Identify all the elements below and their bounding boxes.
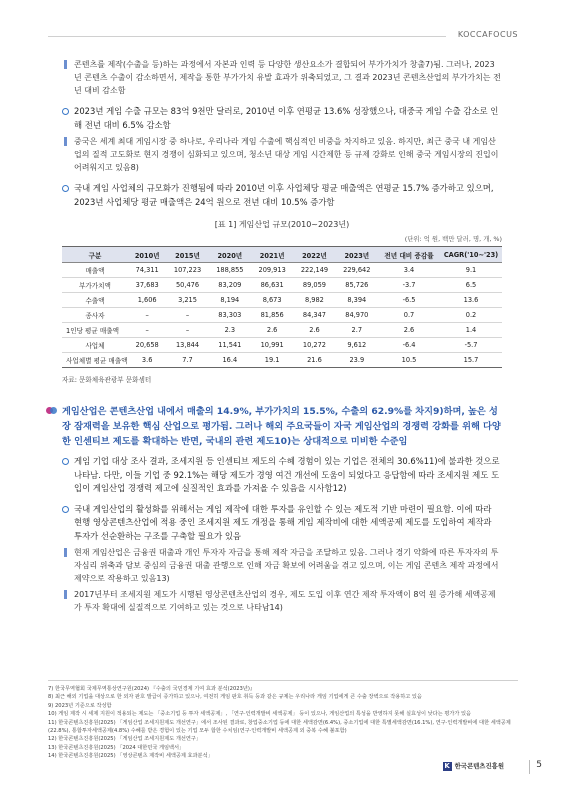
table-cell: 20,658	[128, 338, 166, 353]
table-row	[62, 338, 502, 353]
table-cell: 3.6	[128, 353, 166, 368]
table-header-cell: 2022년	[293, 247, 335, 263]
table-cell: –	[128, 308, 166, 323]
table-header-cell: 2015년	[166, 247, 208, 263]
table-cell: 107,223	[166, 263, 208, 278]
kocca-logo-mark: K	[444, 762, 450, 770]
table-body	[62, 263, 502, 368]
table-row	[62, 308, 502, 323]
table-unit: (단위: 억 원, 백만 달러, 명, 개, %)	[404, 235, 502, 243]
table-cell: 2.6	[251, 323, 293, 338]
table-cell: -6.4	[378, 338, 440, 353]
table-row	[62, 278, 502, 293]
table-cell: 13.6	[440, 293, 502, 308]
table-cell: 222,149	[293, 263, 335, 278]
table-header-cell: CAGR('10~'23)	[440, 247, 502, 263]
page-footer	[0, 752, 566, 780]
table-header-cell: 2020년	[209, 247, 251, 263]
table-cell: 83,209	[209, 278, 251, 293]
header-rule	[48, 36, 446, 37]
table-cell: –	[128, 323, 166, 338]
table-cell: -6.5	[378, 293, 440, 308]
table-cell: 3,215	[166, 293, 208, 308]
table-cell: 8,982	[293, 293, 335, 308]
table-cell: 37,683	[128, 278, 166, 293]
invest-section	[62, 503, 502, 615]
footnotes	[48, 680, 518, 761]
table-row-label: 1인당 평균 매출액	[62, 323, 128, 338]
table-cell: 8,673	[251, 293, 293, 308]
table-cell: 10,272	[293, 338, 335, 353]
table-cell: 6.5	[440, 278, 502, 293]
footnote-item: 9) 2023년 기준으로 작성함	[48, 702, 112, 709]
export-section	[62, 105, 502, 174]
page-number: 5	[536, 760, 542, 770]
table-cell: 74,311	[128, 263, 166, 278]
table-cell: -5.7	[440, 338, 502, 353]
intro-subpoint: 콘텐츠를 제작(수출을 등)하는 과정에서 자본과 인력 등 다양한 생산요소가 결합되어 부가가치가 창출7)됨. 그러나, 2023년 콘텐츠 수출이 감소하면서, 제작을 통한 부가가치 유발 효과가 위축되었고, 그 결과 2023년 콘텐츠산업의 부가가치는 전년 대비 감소함	[62, 58, 502, 97]
table-cell: 81,856	[251, 308, 293, 323]
table-row-label: 수출액	[62, 293, 128, 308]
table-cell: 8,394	[336, 293, 378, 308]
table-row-label: 부가가치액	[62, 278, 128, 293]
table-cell: 1,606	[128, 293, 166, 308]
table-cell: 9.1	[440, 263, 502, 278]
footer-divider	[529, 760, 530, 774]
table-row	[62, 323, 502, 338]
table-cell: 89,059	[293, 278, 335, 293]
table-cell: 83,303	[209, 308, 251, 323]
lead-text: 게임산업은 콘텐츠산업 내에서 매출의 14.9%, 부가가치의 15.5%, 수출의 62.9%를 차지9)하며, 높은 성장 잠재력을 보유한 핵심 산업으로 평가됨. 그러나 해외 주요국들이 자국 게임산업의 경쟁력 강화를 위해 다양한 인센티브 제도를 확대하는 반면, 국내의 관련 제도10)는 상대적으로 미비한 수준임	[62, 406, 501, 447]
table-row	[62, 293, 502, 308]
table-cell: 10.5	[378, 353, 440, 368]
kocca-logo	[443, 761, 504, 771]
table-cell: 23.9	[336, 353, 378, 368]
table-cell: 2.3	[209, 323, 251, 338]
table-cell: 21.6	[293, 353, 335, 368]
table-cell: 2.7	[336, 323, 378, 338]
table-cell: 209,913	[251, 263, 293, 278]
invest-subpoint-effect: 2017년부터 조세지원 제도가 시행된 영상콘텐츠산업의 경우, 제도 도입 이후 연간 제작 투자액이 8억 원 증가해 세액공제가 투자 확대에 실질적으로 기여하고 있는 것으로 나타남14)	[62, 588, 502, 614]
survey-point: 게임 기업 대상 조사 결과, 조세지원 등 인센티브 제도의 수혜 경험이 있는 기업은 전체의 30.6%11)에 불과한 것으로 나타남. 다만, 이들 기업 중 92.1%는 해당 제도가 경영 여건 개선에 도움이 되었다고 응답함에 따라 조세지원 제도 도입이 게임산업 경쟁력 제고에 실질적인 효과를 가져올 수 있음을 시사함12)	[62, 455, 502, 496]
table-cell: 19.1	[251, 353, 293, 368]
table-row-label: 종사자	[62, 308, 128, 323]
table-cell: 84,970	[336, 308, 378, 323]
table-row	[62, 263, 502, 278]
table-header-cell: 2021년	[251, 247, 293, 263]
table-cell: 16.4	[209, 353, 251, 368]
table-cell: –	[166, 323, 208, 338]
table-cell: 86,631	[251, 278, 293, 293]
main-content	[62, 58, 502, 622]
table-cell: 188,855	[209, 263, 251, 278]
table-cell: 2.6	[293, 323, 335, 338]
table-row-label: 사업체별 평균 매출액	[62, 353, 128, 368]
lead-statement	[62, 404, 502, 449]
footnote-item: 8) 최근 해외 기업을 대상으로 한 외자 판호 발급이 증가하고 있으나, 여전히 게임 판호 취득 등과 같은 규제는 우리나라 게임 기업에게 큰 수출 장벽으로 작용하고 있음	[48, 694, 422, 701]
invest-point: 국내 게임산업의 활성화를 위해서는 게임 제작에 대한 투자를 유인할 수 있는 제도적 기반 마련이 필요함. 이에 따라 현행 영상콘텐츠산업에 적용 중인 조세지원 제도 개정을 통해 게임 제작비에 대한 세액공제 제도를 도입하여 제작과 투자가 선순환하는 구조를 구축할 필요가 있음	[62, 503, 502, 544]
invest-subpoint-funding: 현재 게임산업은 금융권 대출과 개인 투자자 자금을 통해 제작 자금을 조달하고 있음. 그러나 경기 악화에 따른 투자자의 투자심리 위축과 담보 중심의 금융권 대출 관행으로 인해 자금 확보에 어려움을 겪고 있으며, 이는 게임 콘텐츠 제작 과정에서 제약으로 작용하고 있음13)	[62, 546, 502, 585]
table-header-cell: 2023년	[336, 247, 378, 263]
table-row-label: 사업체	[62, 338, 128, 353]
table-header-cell: 전년 대비 증감률	[378, 247, 440, 263]
table-cell: 10,991	[251, 338, 293, 353]
table-source: 자료: 문화체육관광부 문화셈터	[62, 376, 152, 384]
table-title: [표 1] 게임산업 규모(2010~2023년)	[214, 220, 350, 229]
footnote-item: 11) 한국콘텐츠진흥원(2025) 「게임산업 조세지원제도 개선연구」에서 조사된 결과로, 창업중소기업 등에 대한 세액감면(6.4%), 중소기업에 대한 특별세액감면(16.1%), 연구·인력개발비에 대한 세액공제(22.8%), 통합투자세액공제(4.8%) 수혜를 받은 경험이 있는 기업 모두 합한 수치임(연구·인력개발비 세액공제 외 중복 수혜 불포함)	[48, 719, 511, 735]
export-point: 2023년 게임 수출 규모는 83억 9천만 달러로, 2010년 이후 연평균 13.6% 성장했으나, 대중국 게임 수출 감소로 인해 전년 대비 6.5% 감소함	[62, 105, 502, 132]
table-cell: 7.7	[166, 353, 208, 368]
table-row-label: 매출액	[62, 263, 128, 278]
table-cell: 8,194	[209, 293, 251, 308]
table-header-cell: 2010년	[128, 247, 166, 263]
business-point: 국내 게임 사업체의 규모화가 진행됨에 따라 2010년 이후 사업체당 평균 매출액은 연평균 15.7% 증가하고 있으며, 2023년 사업체당 평균 매출액은 24억 원으로 전년 대비 10.5% 증가함	[62, 182, 502, 209]
table-cell: 0.7	[378, 308, 440, 323]
export-subpoint: 중국은 세계 최대 게임시장 중 하나로, 우리나라 게임 수출에 핵심적인 비중을 차지하고 있음. 하지만, 최근 중국 내 게임산업의 질적 고도화로 현지 경쟁이 심화되고 있으며, 청소년 대상 게임 시간제한 등 규제 강화로 인해 중국 게임시장의 진입이 어려워지고 있음8)	[62, 135, 502, 174]
table-header-row	[62, 247, 502, 263]
table-cell: 9,612	[336, 338, 378, 353]
footnote-item: 10) 게임 제작 시 세제 지원이 적용되는 제도는 「중소기업 등 투자 세액공제」, 「연구·인력개발비 세액공제」 등이 있으나, 게임산업의 특성을 반영하지 못해 실효성이 낮다는 평가가 있음	[48, 711, 472, 718]
table-cell: 15.7	[440, 353, 502, 368]
kocca-logo-text: 한국콘텐츠진흥원	[454, 762, 504, 770]
table-cell: -3.7	[378, 278, 440, 293]
table-row	[62, 353, 502, 368]
footnote-item: 14) 한국콘텐츠진흥원(2025) 「영상콘텐츠 제작비 세액공제 효과분석」	[48, 753, 213, 760]
brand-label: KOCCAFOCUS	[457, 30, 518, 39]
table-cell: 85,726	[336, 278, 378, 293]
table-cell: 0.2	[440, 308, 502, 323]
footnote-item: 13) 한국콘텐츠진흥원(2025) 「2024 대한민국 게임백서」	[48, 744, 185, 751]
table-cell: 229,642	[336, 263, 378, 278]
table-cell: 13,844	[166, 338, 208, 353]
table-cell: 50,476	[166, 278, 208, 293]
table-cell: 2.6	[378, 323, 440, 338]
game-industry-table	[62, 246, 502, 368]
footnote-item: 7) 한국무역협회 국제무역통상연구원(2024) 『수출의 국민경제 기여 효과 분석(2023년)』	[48, 686, 256, 692]
table-cell: –	[166, 308, 208, 323]
table-cell: 84,347	[293, 308, 335, 323]
table-header-cell: 구분	[62, 247, 128, 263]
table-cell: 1.4	[440, 323, 502, 338]
table-cell: 3.4	[378, 263, 440, 278]
table-cell: 11,541	[209, 338, 251, 353]
footnote-item: 12) 한국콘텐츠진흥원(2025) 「게임산업 조세지원제도 개선연구」	[48, 736, 202, 743]
